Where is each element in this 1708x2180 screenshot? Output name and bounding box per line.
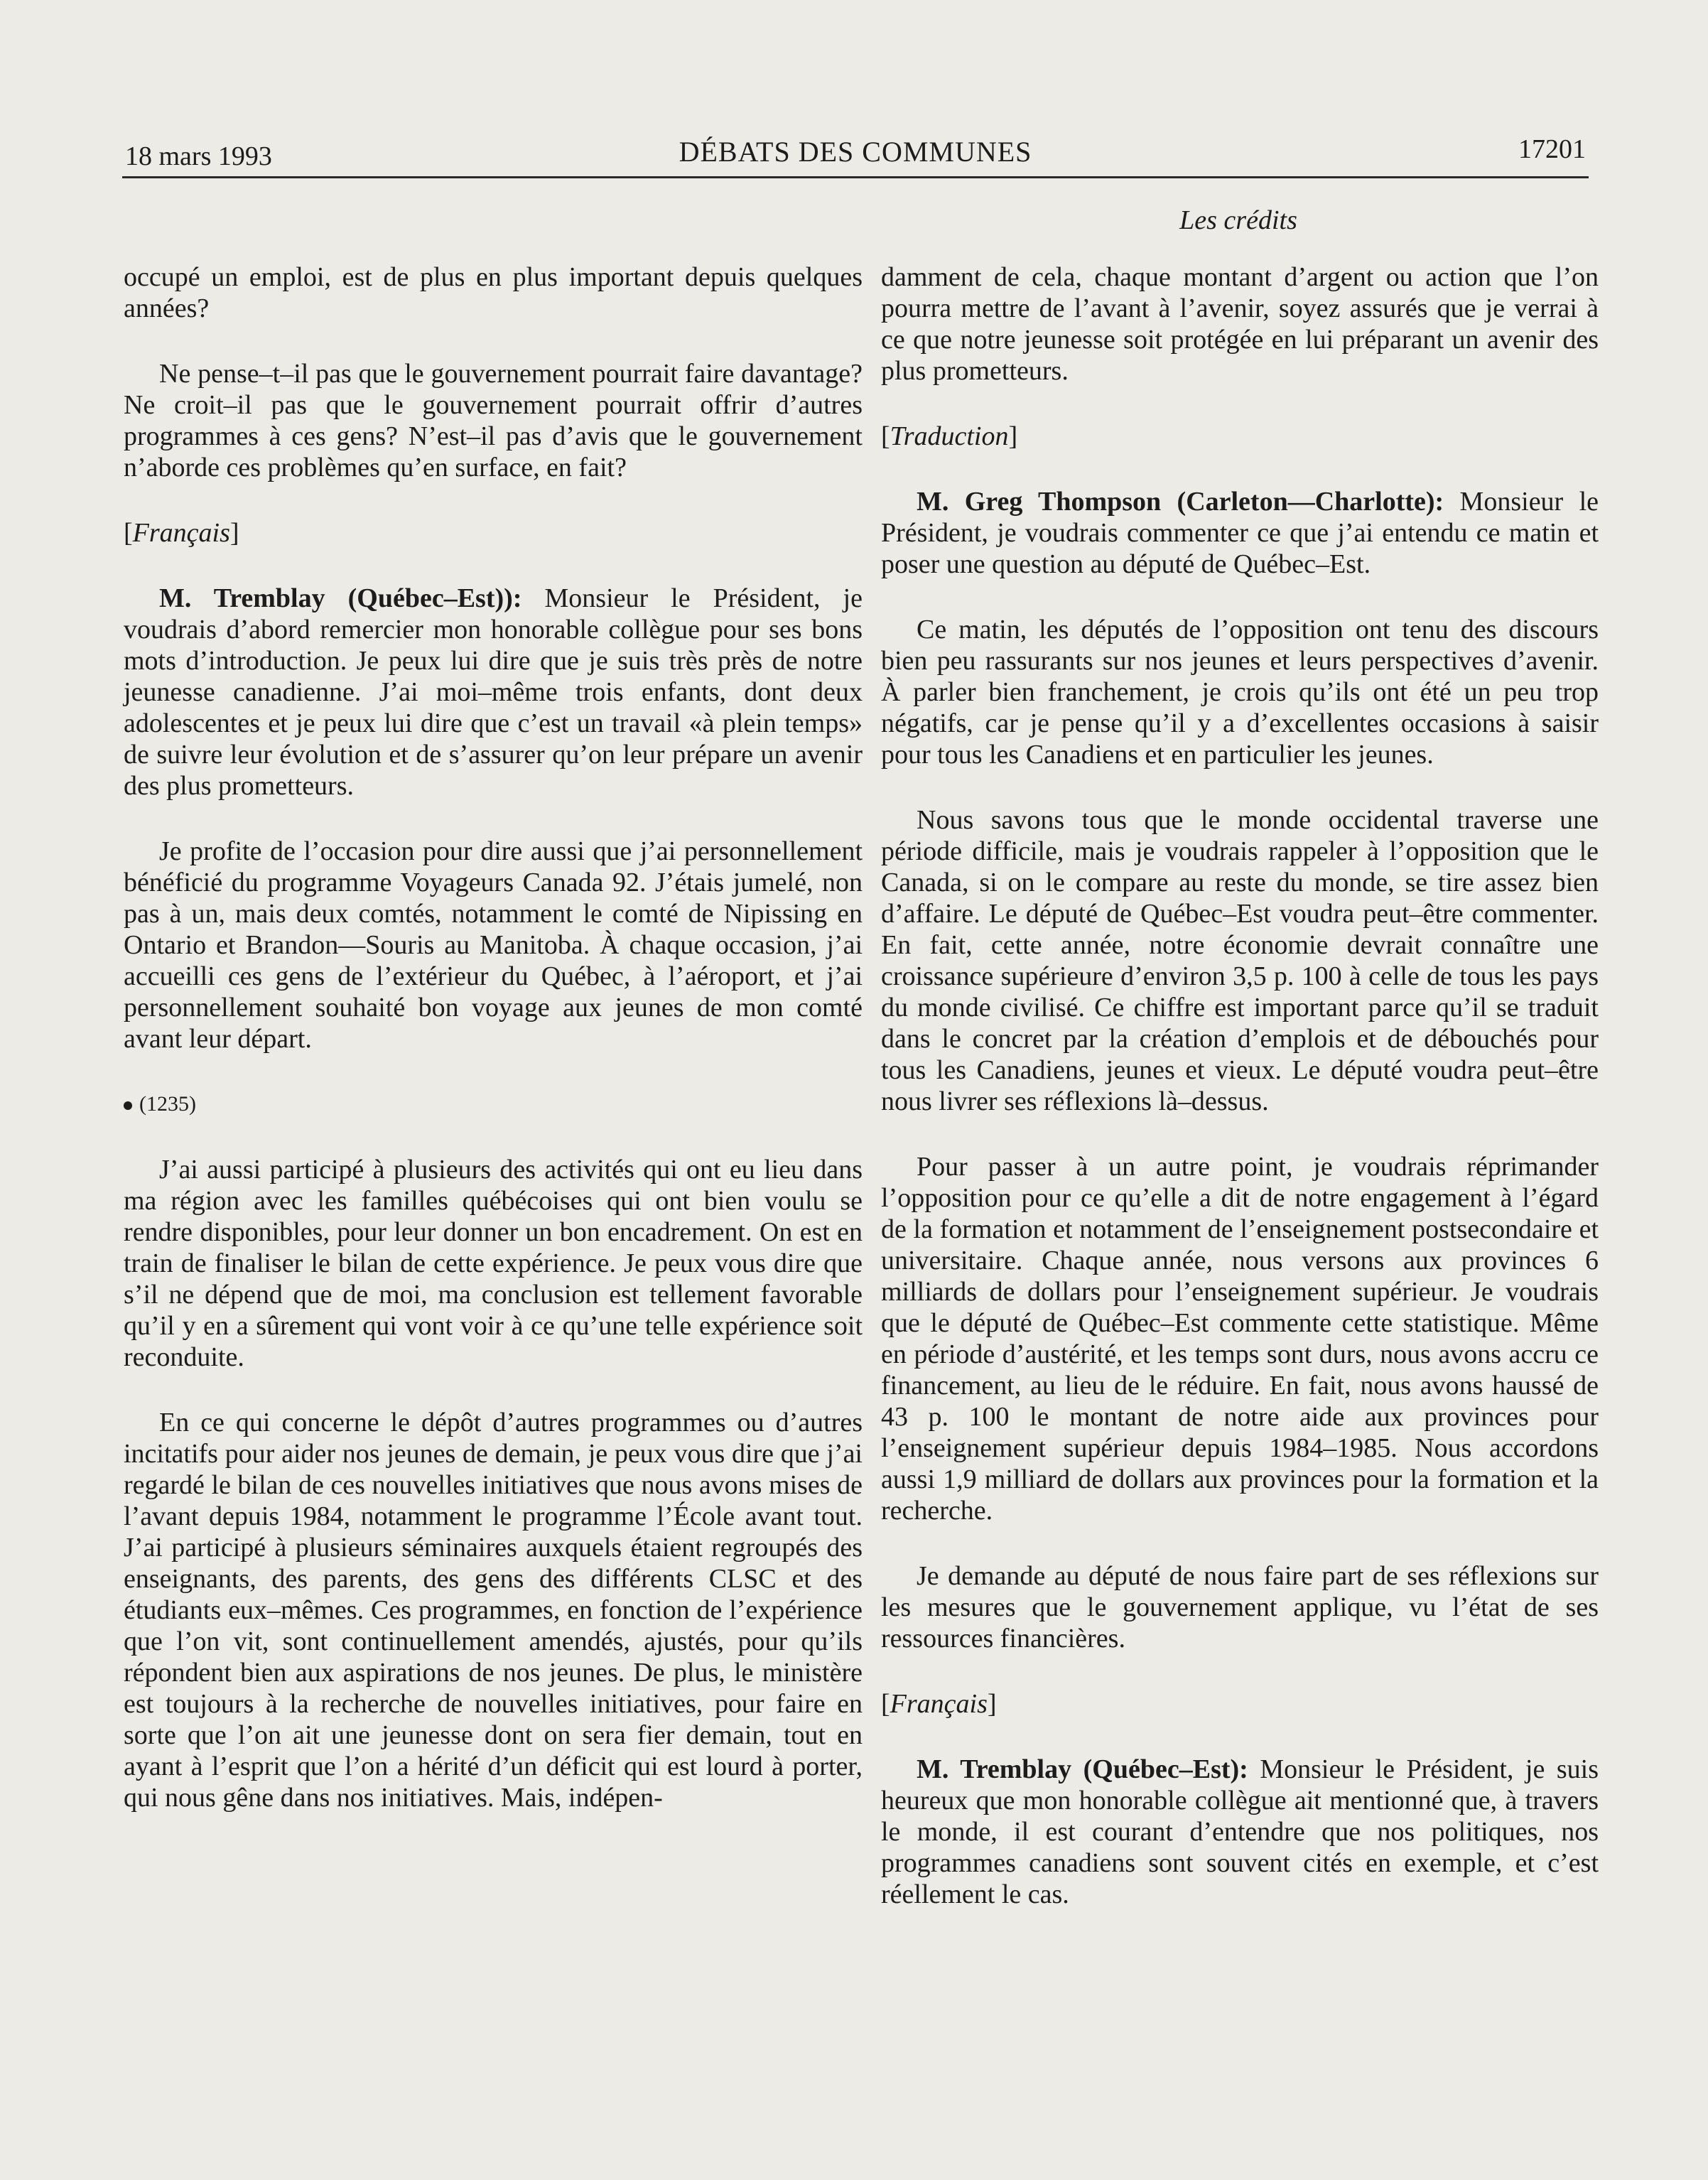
header-title: DÉBATS DES COMMUNES	[679, 136, 1032, 168]
paragraph: Je demande au député de nous faire part de ses réflexions sur les mesures que le gouvernement applique, vu l’état de ses ressources financières.	[881, 1561, 1599, 1653]
language-tag	[881, 421, 1599, 452]
speech-text: Monsieur le Président, je voudrais commenter ce que j’ai entendu ce matin et poser une question au député de Québec–Est.	[881, 487, 1599, 579]
paragraph: Nous savons tous que le monde occidental traverse une période difficile, mais je voudrais rappeler à l’opposition que le Canada, si on le compare au reste du monde, se tire assez bien d’affaire. Le député de Québec–Est voudra peut–être commenter. En fait, cette année, notre économie devrait connaître une croissance supérieure d’environ 3,5 p. 100 à celle de tous les pays du monde civilisé. Ce chiffre est important parce qu’il se traduit dans le concret par la création d’emplois et de débouchés pour tous les Canadiens, jeunes et vieux. Le député voudra peut–être nous livrer ses réflexions là–dessus.	[881, 805, 1599, 1116]
left-column	[124, 261, 863, 1847]
bracket-close: ]	[229, 518, 239, 548]
language-tag-label: Français	[132, 518, 230, 548]
bracket-open: [	[881, 1689, 890, 1719]
header-date: 18 mars 1993	[125, 141, 272, 171]
paragraph: Je profite de l’occasion pour dire aussi que j’ai personnellement bénéficié du programme Voyageurs Canada 92. J’étais jumelé, non pas à un, mais deux comtés, notamment le comté de Nipissing en Ontario et Brandon—Souris au Manitoba. À chaque occasion, j’ai accueilli ces gens de l’extérieur du Québec, à l’aéroport, et j’ai personnellement souhaité bon voyage aux jeunes de mon comté avant leur départ.	[124, 836, 863, 1054]
paragraph: Ne pense–t–il pas que le gouvernement pourrait faire davantage? Ne croit–il pas que le gouvernement pourrait offrir d’autres programmes à ces gens? N’est–il pas d’avis que le gouvernement n’aborde ces problèmes qu’en surface, en fait?	[124, 359, 863, 482]
language-tag	[881, 1688, 1599, 1720]
speech-text: Monsieur le Président, je suis heureux que mon honorable collègue ait mentionné que, à travers le monde, il est courant d’entendre que nos politiques, nos programmes canadiens sont souvent cités en exemple, et c’est réellement le cas.	[881, 1754, 1599, 1909]
paragraph: occupé un emploi, est de plus en plus important depuis quelques années?	[124, 262, 863, 323]
language-tag-label: Traduction	[890, 421, 1009, 451]
header-page-number: 17201	[1518, 134, 1586, 164]
paragraph: damment de cela, chaque montant d’argent ou action que l’on pourra mettre de l’avant à l’avenir, soyez assurés que je verrai à ce que notre jeunesse soit protégée en lui préparant un avenir des plus prometteurs.	[881, 262, 1599, 386]
right-column	[881, 261, 1599, 1944]
speech	[881, 486, 1599, 580]
speaker-name: M. Greg Thompson (Carleton—Charlotte):	[917, 487, 1444, 517]
bracket-open: [	[124, 518, 133, 548]
bracket-open: [	[881, 421, 890, 451]
running-head: Les crédits	[1179, 205, 1297, 235]
paragraph: En ce qui concerne le dépôt d’autres programmes ou d’autres incitatifs pour aider nos jeunes de demain, je peux vous dire que j’ai regardé le bilan de ces nouvelles initiatives que nous avons mises de l’avant depuis 1984, notamment le programme l’École avant tout. J’ai participé à plusieurs séminaires auxquels étaient regroupés des enseignants, des parents, des gens des différents CLSC et des étudiants eux–mêmes. Ces programmes, en fonction de l’expérience que l’on vit, sont continuellement amendés, ajustés, pour qu’ils répondent bien aux aspirations de nos jeunes. De plus, le ministère est toujours à la recherche de nouvelles initiatives, pour faire en sorte que l’on ait une jeunesse dont on sera fier demain, tout en ayant à l’esprit que l’on a hérité d’un déficit qui est lourd à porter, qui nous gêne dans nos initiatives. Mais, indépen-	[124, 1408, 863, 1813]
paragraph: J’ai aussi participé à plusieurs des activités qui ont eu lieu dans ma région avec les familles québécoises qui ont bien voulu se rendre disponibles, pour leur donner un bon encadrement. On est en train de finaliser le bilan de cette expérience. Je peux vous dire que s’il ne dépend que de moi, ma conclusion est tellement favorable qu’il y en a sûrement qui vont voir à ce qu’une telle expérience soit reconduite.	[124, 1155, 863, 1372]
language-tag-label: Français	[890, 1689, 988, 1719]
language-tag	[124, 517, 863, 549]
paragraph: Pour passer à un autre point, je voudrais réprimander l’opposition pour ce qu’elle a dit de notre engagement à l’égard de la formation et notamment de l’enseignement postsecondaire et universitaire. Chaque année, nous versons aux provinces 6 milliards de dollars pour l’enseignement supérieur. Je voudrais que le député de Québec–Est commente cette statistique. Même en période d’austérité, et les temps sont durs, nous avons accru ce financement, au lieu de le réduire. En fait, nous avons haussé de 43 p. 100 le montant de notre aide aux provinces pour l’enseignement supérieur depuis 1984–1985. Nous accordons aussi 1,9 milliard de dollars aux provinces pour la formation et la recherche.	[881, 1152, 1599, 1526]
speech-text: Monsieur le Président, je voudrais d’abord remercier mon honorable collègue pour ses bons mots d’introduction. Je peux lui dire que je suis très près de notre jeunesse canadienne. J’ai moi–même trois enfants, dont deux adolescentes et je peux lui dire que c’est un travail «à plein temps» de suivre leur évolution et de s’assurer qu’on leur prépare un avenir des plus prometteurs.	[124, 583, 863, 801]
bracket-close: ]	[1008, 421, 1018, 451]
time-marker	[124, 1089, 863, 1120]
speaker-name: M. Tremblay (Québec–Est)):	[159, 583, 522, 613]
speech	[124, 583, 863, 802]
paragraph: Ce matin, les députés de l’opposition ont tenu des discours bien peu rassurants sur nos jeunes et leurs perspectives d’avenir. À parler bien franchement, je crois qu’ils ont été un peu trop négatifs, car je pense qu’il y a d’excellentes occasions à saisir pour tous les Canadiens et en particulier les jeunes.	[881, 615, 1599, 770]
bracket-close: ]	[987, 1689, 997, 1719]
speech	[881, 1754, 1599, 1910]
bullet-icon	[124, 1101, 132, 1110]
time-marker-label: (1235)	[139, 1092, 196, 1116]
speaker-name: M. Tremblay (Québec–Est):	[917, 1754, 1248, 1784]
page-header	[122, 125, 1589, 178]
